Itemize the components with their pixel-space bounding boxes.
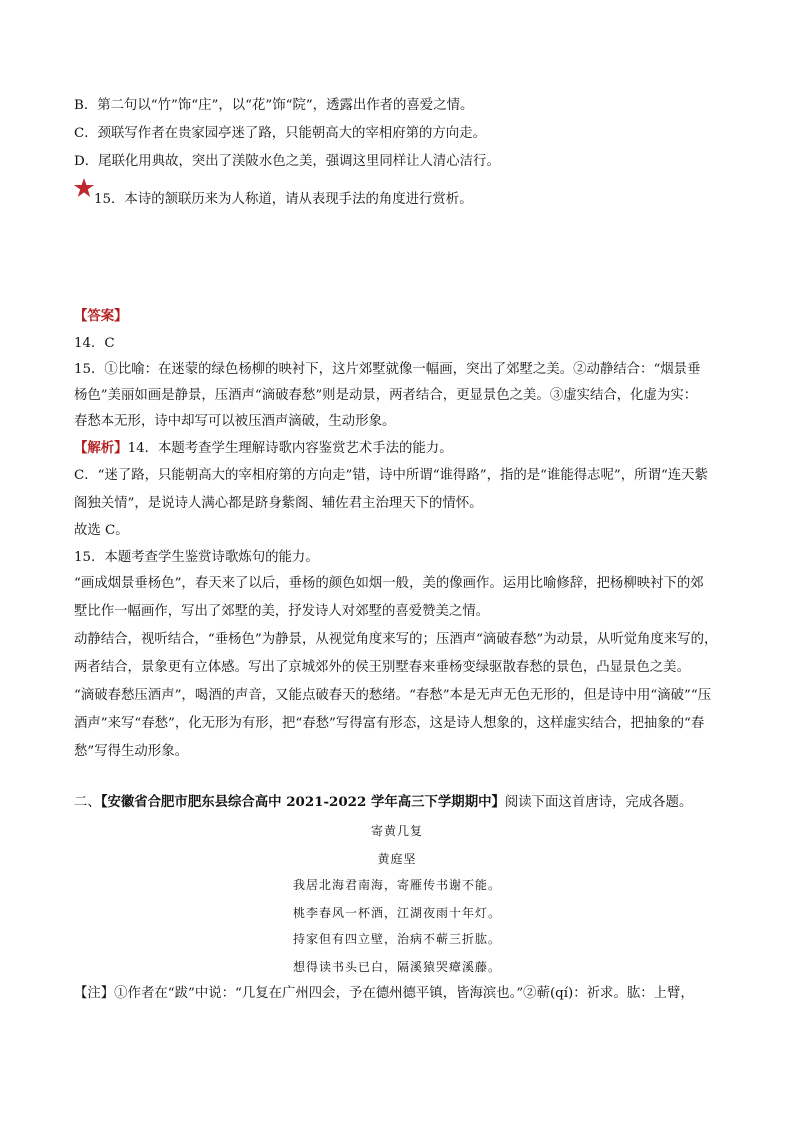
poem-author: 黄庭坚 (377, 852, 417, 866)
section-source: 【安徽省合肥市肥东县综合高中 2021-2022 学年高三下学期期中】 (100, 794, 505, 810)
section-number: 二、 (74, 795, 101, 810)
poem-title: 寄黄几复 (370, 824, 423, 838)
analysis-14: 14．本题考查学生理解诗歌内容鉴赏艺术手法的能力。 (127, 441, 453, 456)
analysis-choose: 故选 C。 (74, 523, 129, 538)
answer-heading: 【答案】 (74, 308, 128, 324)
section-2-header (74, 792, 734, 813)
answer-14: 14．C (74, 336, 115, 351)
star-icon (74, 178, 94, 198)
poem-line-3: 持家但有四立壁，治病不蕲三折肱。 (292, 932, 501, 946)
analysis-c-line-1: C．“迷了路，只能朝高大的宰相府第的方向走”错，诗中所谓“谁得路”，指的是“谁能得志呢”，所谓“连天紫 (74, 468, 708, 483)
analysis-heading: 【解析】 (74, 440, 128, 456)
analysis-header (74, 438, 734, 459)
analysis-p1-line-1: “画成烟景垂杨色”，春天来了以后，垂杨的颜色如烟一般，美的像画作。运用比喻修辞，把杨柳映衬下的郊 (74, 576, 704, 591)
analysis-p2-line-1: 动静结合，视听结合，“垂杨色”为静景，从视觉角度来写的；压酒声“滴破春愁”为动景，从听觉角度来写的， (74, 632, 718, 647)
analysis-c-line-2: 阁独关情”，是说诗人满心都是跻身紫阁、辅佐君主治理天下的情怀。 (74, 496, 483, 511)
analysis-p3-line-3: 愁”写得生动形象。 (74, 744, 188, 759)
note (74, 984, 734, 1004)
option-b: B．第二句以“竹”饰“庄”，以“花”饰“院”，透露出作者的喜爱之情。 (74, 98, 474, 113)
analysis-p3-line-1: “滴破春愁压酒声”，喝酒的声音，又能点破春天的愁绪。“春愁”本是无声无色无形的，但是诗中用“滴破”“压 (74, 688, 712, 703)
poem-line-4: 想得读书头已白，隔溪猿哭瘴溪藤。 (292, 960, 501, 974)
option-c: C．颈联写作者在贵家园亭迷了路，只能朝高大的宰相府第的方向走。 (74, 126, 486, 141)
note-tag: 【注】 (74, 986, 115, 1001)
analysis-15: 15．本题考查学生鉴赏诗歌炼句的能力。 (74, 550, 319, 565)
answer-15-line-2: 杨色”美丽如画是静景，压酒声“滴破春愁”则是动景，两者结合，更显景色之美。③虚实结合，化虚为实： (74, 388, 698, 403)
question-15: 15．本诗的颔联历来为人称道，请从表现手法的角度进行赏析。 (94, 192, 473, 207)
analysis-p2-line-2: 两者结合，景象更有立体感。写出了京城郊外的侯王别墅春来垂杨变绿驱散春愁的景色，凸显景色之美。 (74, 660, 690, 675)
analysis-p3-line-2: 酒声”来写“春愁”，化无形为有形，把“春愁”写得富有形态，这是诗人想象的，这样虚实结合，把抽象的“春 (74, 716, 705, 731)
section-instruction: 阅读下面这首唐诗，完成各题。 (504, 795, 693, 810)
answer-15-line-3: 春愁本无形，诗中却写可以被压酒声滴破，生动形象。 (74, 414, 396, 429)
analysis-p1-line-2: 墅比作一幅画作，写出了郊墅的美，抒发诗人对郊墅的喜爱赞美之情。 (74, 604, 490, 619)
poem-line-1: 我居北海君南海，寄雁传书谢不能。 (292, 878, 501, 892)
note-text: ①作者在“跋”中说：“几复在广州四会，予在德州德平镇，皆海滨也。”②蕲(qí)：祈求。肱：上臂， (114, 986, 694, 1001)
poem-line-2: 桃李春风一杯酒，江湖夜雨十年灯。 (292, 906, 501, 920)
answer-15-line-1: 15．①比喻：在迷蒙的绿色杨柳的映衬下，这片郊墅就像一幅画，突出了郊墅之美。②动静结合：“烟景垂 (74, 362, 701, 377)
option-d: D．尾联化用典故，突出了渼陂水色之美，强调这里同样让人清心洁行。 (74, 154, 500, 169)
